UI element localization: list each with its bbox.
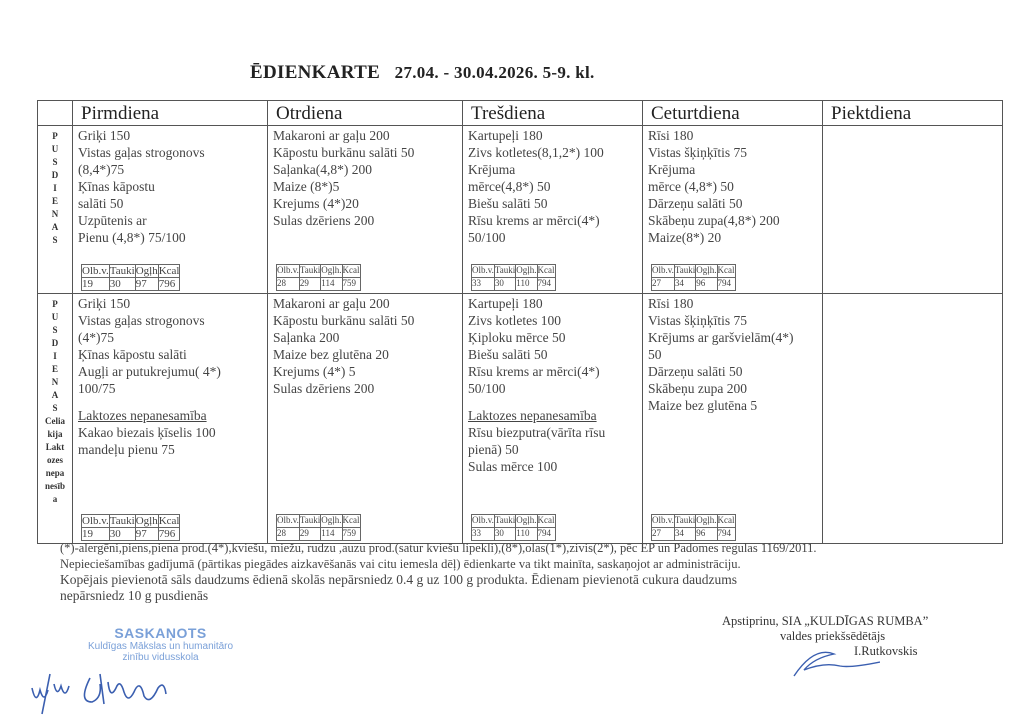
dish-line: Uzpūtenis ar	[78, 213, 147, 228]
nutrition-header: Tauki	[494, 515, 515, 528]
row-label-letter: I	[53, 351, 57, 361]
row-label-letter: U	[51, 144, 59, 154]
nutrition-table	[276, 264, 361, 291]
nutrition-value: 96	[696, 528, 717, 541]
dish-line: Maize bez glutēna 20	[273, 347, 389, 362]
row-label-letter: I	[53, 183, 57, 193]
dish-line: 100/75	[78, 381, 116, 396]
dish-list	[643, 294, 822, 414]
nutrition-value: 33	[472, 278, 495, 291]
nutrition-header: Tauki	[299, 265, 320, 278]
dish-line: (4*)75	[78, 330, 114, 345]
dish-line: Kartupeļi 180	[468, 296, 543, 311]
day-header-row	[38, 101, 1003, 126]
dish-line: Saļanka(4,8*) 200	[273, 162, 372, 177]
corner-cell	[38, 101, 73, 126]
menu-cell	[463, 294, 643, 544]
row-label-letter: D	[51, 338, 59, 348]
dish-line: Zivs kotletes 100	[468, 313, 561, 328]
dish-line: Kartupeļi 180	[468, 128, 543, 143]
nutrition-header: Olb.v.	[277, 515, 300, 528]
dish-line: Ķīnas kāpostu	[78, 179, 155, 194]
dish-line: Kakao biezais ķīselis 100	[78, 425, 216, 440]
dish-line: Skābeņu zupa 200	[648, 381, 747, 396]
dish-line: mandeļu pienu 75	[78, 442, 175, 457]
nutrition-value: 27	[652, 278, 675, 291]
sugar-note: nepārsniedz 10 g pusdienās	[60, 588, 209, 603]
nutrition-value: 759	[342, 278, 360, 291]
day-header: Pirmdiena	[73, 101, 268, 126]
menu-cell	[823, 126, 1003, 294]
nutrition-value: 30	[109, 528, 135, 541]
row-label-letter: P	[52, 131, 58, 141]
nutrition-value: 794	[717, 278, 735, 291]
nutrition-header: Tauki	[494, 265, 515, 278]
dish-line: Vistas gaļas strogonovs	[78, 145, 205, 160]
nutrition-header: Olb.v.	[82, 515, 109, 527]
nutrition-header: Ogļh	[135, 515, 158, 527]
row-label-letter: Lakt	[45, 442, 65, 452]
footer-notes	[60, 540, 960, 604]
nutrition-header: Olb.v.	[472, 515, 495, 528]
nutrition-value: 796	[158, 278, 180, 291]
row-label-letter: a	[52, 494, 58, 504]
dish-line: Dārzeņu salāti 50	[648, 364, 743, 379]
dish-line: Vistas gaļas strogonovs	[78, 313, 205, 328]
menu-cell	[643, 126, 823, 294]
row-label-letter: A	[51, 390, 59, 400]
nutrition-value: 29	[299, 528, 320, 541]
dish-line: Krējums ar garšvielām(4*)	[648, 330, 794, 345]
menu-cell	[268, 294, 463, 544]
nutrition-value: 114	[321, 278, 342, 291]
menu-row-special-diet	[38, 294, 1003, 544]
dish-line: Dārzeņu salāti 50	[648, 196, 743, 211]
nutrition-header: Ogļh.	[321, 265, 342, 278]
row-label-letter: kija	[47, 429, 63, 439]
dish-line: 50/100	[468, 230, 506, 245]
nutrition-header: Ogļh.	[321, 515, 342, 528]
dish-line: mērce(4,8*) 50	[468, 179, 551, 194]
dish-line: Rīsu biezputra(vārīta rīsu	[468, 425, 606, 440]
dish-line: 50	[648, 347, 662, 362]
row-label	[38, 294, 73, 544]
nutrition-table	[81, 514, 180, 541]
dish-list	[73, 126, 267, 246]
menu-cell	[268, 126, 463, 294]
diet-note: Laktozes nepanesamība	[78, 408, 207, 423]
title-main: ĒDIENKARTE	[250, 62, 381, 83]
dish-line: Rīsu krems ar mērci(4*)	[468, 364, 600, 379]
row-label-letter: ozes	[47, 455, 63, 465]
dish-line: Ķīnas kāpostu salāti	[78, 347, 187, 362]
dish-list	[463, 294, 642, 475]
nutrition-value: 34	[674, 278, 695, 291]
nutrition-value: 33	[472, 528, 495, 541]
nutrition-value: 28	[277, 528, 300, 541]
nutrition-table	[651, 514, 736, 541]
dish-line: Rīsi 180	[648, 128, 694, 143]
dish-list	[73, 294, 267, 458]
dish-line: Krejums (4*)20	[273, 196, 359, 211]
nutrition-value: 19	[82, 278, 110, 291]
nutrition-table	[471, 514, 556, 541]
nutrition-value: 794	[717, 528, 735, 541]
row-label-letter: P	[52, 299, 58, 309]
dish-line: Krējuma	[648, 162, 696, 177]
nutrition-value: 19	[82, 528, 110, 541]
dish-line: Maize bez glutēna 5	[648, 398, 758, 413]
row-label-letter: N	[51, 377, 59, 387]
day-header: Otrdiena	[268, 101, 463, 126]
approval-name: I.Rutkovskis	[854, 644, 918, 658]
nutrition-header: Ogļh.	[516, 265, 537, 278]
dish-line: Pienu (4,8*) 75/100	[78, 230, 186, 245]
dish-line: Griķi 150	[78, 128, 131, 143]
row-label-letter: S	[52, 235, 58, 245]
dish-line: Maize(8*) 20	[648, 230, 722, 245]
director-signature-icon	[790, 642, 880, 682]
dish-line: salāti 50	[78, 196, 124, 211]
nutrition-value: 796	[158, 528, 180, 541]
dish-list	[823, 294, 1002, 295]
dish-line: Kāpostu burkānu salāti 50	[273, 313, 415, 328]
dish-line: Skābeņu zupa(4,8*) 200	[648, 213, 780, 228]
nutrition-header: Ogļh.	[696, 515, 717, 528]
nutrition-value: 97	[135, 278, 158, 291]
nutrition-value: 30	[494, 528, 515, 541]
approval-position: valdes priekšsēdētājs	[780, 629, 886, 643]
nutrition-table	[276, 514, 361, 541]
row-label-letter: N	[51, 209, 59, 219]
dish-line: Ķiploku mērce 50	[468, 330, 566, 345]
nutrition-header: Kcal	[342, 265, 360, 278]
dish-list	[268, 126, 462, 229]
nutrition-value: 30	[494, 278, 515, 291]
nutrition-header: Tauki	[674, 515, 695, 528]
dish-line: Biešu salāti 50	[468, 347, 548, 362]
row-label-letter: U	[51, 312, 59, 322]
menu-row-lunch	[38, 126, 1003, 294]
nutrition-header: Kcal	[342, 515, 360, 528]
row-label-letter: E	[51, 364, 58, 374]
nutrition-value: 110	[516, 528, 537, 541]
allergen-note: (*)-alergēni,piens,piena prod.(4*),kviešu, miežu, rudzu ,auzu prod.(satur kviešu lipekli),(8*),olas(1*),zivis(2*), pēc EP un Padomes regulas 1169/2011.	[60, 541, 817, 555]
nutrition-header: Olb.v.	[277, 265, 300, 278]
nutrition-header: Tauki	[109, 265, 135, 277]
day-header: Trešdiena	[463, 101, 643, 126]
nutrition-value: 794	[537, 528, 555, 541]
row-label-letter: nesīb	[44, 481, 65, 491]
dish-line: Maize (8*)5	[273, 179, 340, 194]
row-label-letter: Celia	[45, 416, 65, 426]
nutrition-header: Olb.v.	[652, 265, 675, 278]
dish-line: (8,4*)75	[78, 162, 125, 177]
nutrition-table	[651, 264, 736, 291]
nutrition-header: Olb.v.	[472, 265, 495, 278]
dish-line: Makaroni ar gaļu 200	[273, 296, 390, 311]
nutrition-header: Kcal	[537, 265, 555, 278]
menu-cell	[463, 126, 643, 294]
row-label-letter: S	[52, 157, 58, 167]
nutrition-header: Tauki	[299, 515, 320, 528]
nutrition-table	[471, 264, 556, 291]
menu-table	[37, 100, 1003, 544]
nutrition-value: 794	[537, 278, 555, 291]
menu-cell	[823, 294, 1003, 544]
dish-line: mērce (4,8*) 50	[648, 179, 734, 194]
stamp-title: SASKAŅOTS	[114, 625, 207, 641]
day-header: Ceturtdiena	[643, 101, 823, 126]
nutrition-value: 96	[696, 278, 717, 291]
handwritten-signature-icon	[28, 668, 208, 720]
nutrition-value: 114	[321, 528, 342, 541]
nutrition-value: 97	[135, 528, 158, 541]
dish-list	[823, 126, 1002, 127]
stamp-school-2: zinību vidusskola	[122, 652, 199, 663]
nutrition-header: Tauki	[674, 265, 695, 278]
menu-cell	[73, 126, 268, 294]
approval-stamp	[88, 625, 233, 663]
dish-list	[463, 126, 642, 246]
menu-cell	[643, 294, 823, 544]
dish-line: Biešu salāti 50	[468, 196, 548, 211]
nutrition-value: 27	[652, 528, 675, 541]
nutrition-value: 110	[516, 278, 537, 291]
row-label-letter: E	[51, 196, 58, 206]
nutrition-header: Ogļh.	[696, 265, 717, 278]
dish-line: pienā) 50	[468, 442, 519, 457]
dish-line: Krejums (4*) 5	[273, 364, 356, 379]
dish-line: 50/100	[468, 381, 506, 396]
dish-line: Rīsu krems ar mērci(4*)	[468, 213, 600, 228]
dish-line: Griķi 150	[78, 296, 131, 311]
row-label-letter: S	[52, 403, 58, 413]
row-label-letter: D	[51, 170, 59, 180]
salt-note: Kopējais pievienotā sāls daudzums ēdienā skolās nepārsniedz 0.4 g uz 100 g produkta. Ēdienam pievienotā cukura daudzums	[60, 572, 738, 587]
nutrition-value: 28	[277, 278, 300, 291]
dish-line: Rīsi 180	[648, 296, 694, 311]
nutrition-header: Ogļh.	[516, 515, 537, 528]
nutrition-value: 30	[109, 278, 135, 291]
dish-line: Vistas šķiņķītis 75	[648, 313, 747, 328]
nutrition-header: Ogļh	[135, 265, 158, 277]
title-period: 27.04. - 30.04.2026. 5-9. kl.	[394, 63, 595, 82]
stamp-school: Kuldīgas Mākslas un humanitāro	[88, 641, 234, 652]
dish-line: Sulas dzēriens 200	[273, 213, 375, 228]
nutrition-header: Kcal	[158, 515, 180, 527]
row-label-letter: S	[52, 325, 58, 335]
nutrition-value: 34	[674, 528, 695, 541]
dish-line: Saļanka 200	[273, 330, 340, 345]
dish-list	[643, 126, 822, 246]
dish-line: Kāpostu burkānu salāti 50	[273, 145, 415, 160]
nutrition-header: Tauki	[109, 515, 135, 527]
dish-line: Sulas mērce 100	[468, 459, 558, 474]
nutrition-header: Kcal	[158, 265, 180, 277]
dish-line: Vistas šķiņķītis 75	[648, 145, 747, 160]
dish-line: Sulas dzēriens 200	[273, 381, 375, 396]
row-label	[38, 126, 73, 294]
row-label-letter: nepa	[45, 468, 65, 478]
nutrition-header: Kcal	[717, 265, 735, 278]
nutrition-header: Kcal	[537, 515, 555, 528]
nutrition-header: Olb.v.	[82, 265, 109, 277]
menu-cell	[73, 294, 268, 544]
nutrition-header: Kcal	[717, 515, 735, 528]
dish-line: Krējuma	[468, 162, 516, 177]
page-title	[250, 62, 595, 84]
change-note: Nepieciešamības gadījumā (pārtikas piegādes aizkavēšanās vai citu iemesla dēļ) ēdienkarte va tikt mainīta, saskaņojot ar administrāciju.	[60, 557, 741, 571]
nutrition-table	[81, 264, 180, 291]
diet-note: Laktozes nepanesamība	[468, 408, 597, 423]
dish-line: Zivs kotletes(8,1,2*) 100	[468, 145, 604, 160]
nutrition-value: 29	[299, 278, 320, 291]
dish-list	[268, 294, 462, 397]
row-label-letter: A	[51, 222, 59, 232]
day-header: Piektdiena	[823, 101, 1003, 126]
approval-company: Apstiprinu, SIA „KULDĪGAS RUMBA”	[722, 614, 929, 628]
nutrition-value: 759	[342, 528, 360, 541]
dish-line: Augļi ar putukrejumu( 4*)	[78, 364, 221, 379]
dish-line: Makaroni ar gaļu 200	[273, 128, 390, 143]
nutrition-header: Olb.v.	[652, 515, 675, 528]
